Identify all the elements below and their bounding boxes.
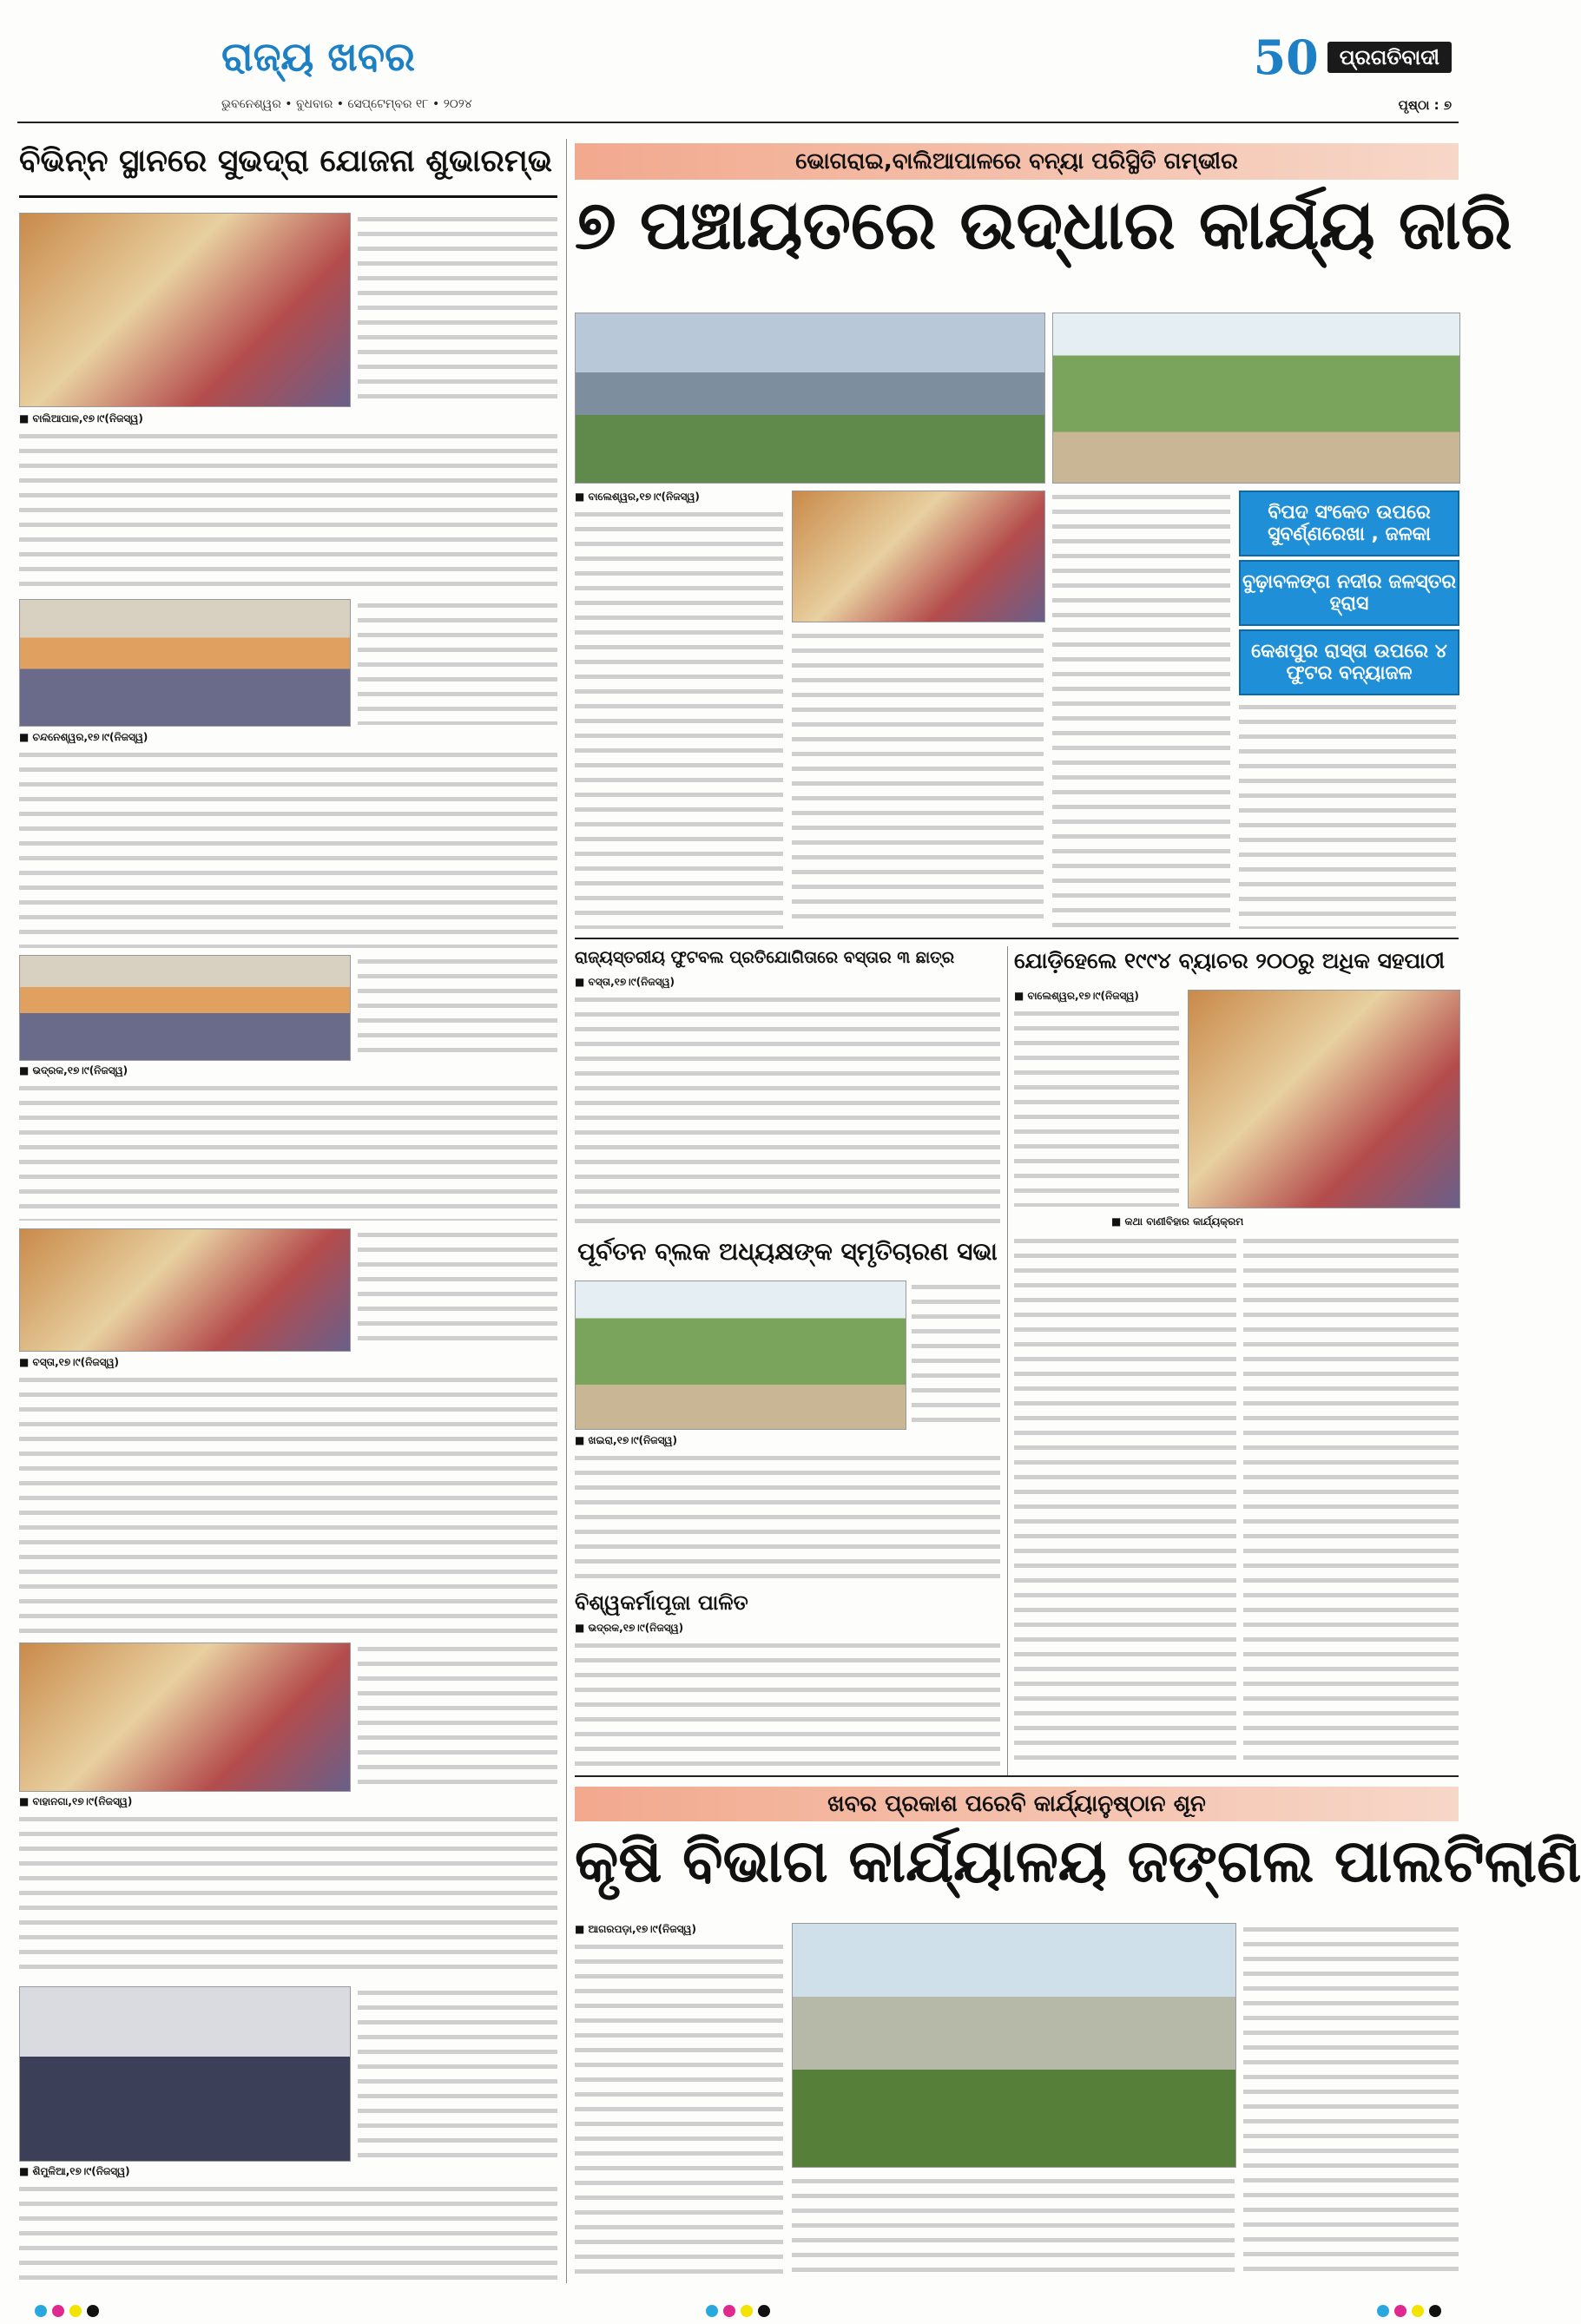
- flood-body-2: [792, 629, 1044, 929]
- alumni-headline: ଯୋଡ଼ିହେଲେ ୧୯୯୪ ବ୍ୟାଚର ୨୦୦ରୁ ଅଧିକ ସହପାଠୀ: [1014, 948, 1445, 973]
- subhadra-body-1: [19, 430, 557, 590]
- subhadra-byline-2: ■ ଚନ୍ଦନେଶ୍ୱର,୧୭।୯(ନିଜସ୍ୱ): [19, 731, 148, 743]
- agri-kicker: ଖବର ପ୍ରକାଶ ପରେବି କାର୍ଯ୍ୟାନୁଷ୍ଠାନ ଶୂନ: [575, 1787, 1459, 1821]
- alumni-body-2: [1014, 1234, 1236, 1768]
- subhadra-byline-6: ■ ଶିମୁଳିଆ,୧୭।୯(ନିଜସ୍ୱ): [19, 2165, 130, 2177]
- agri-body-3: [1243, 1923, 1459, 2279]
- subhadra-text-1: [358, 213, 557, 405]
- subhadra-photo-1: [19, 213, 351, 407]
- subhadra-text-5: [358, 1643, 557, 1790]
- flood-photo-river: [575, 313, 1045, 484]
- registration-dots-left: [35, 2305, 99, 2317]
- subhadra-body-5: [19, 1813, 557, 1978]
- subhadra-text-6: [358, 1986, 557, 2160]
- subhadra-rule: [19, 195, 557, 198]
- section-title: ରାଜ୍ୟ ଖବର: [221, 33, 415, 80]
- subhadra-text-4: [358, 1228, 557, 1350]
- alumni-subkicker: ■ କଥା ବାଣୀବିହାର କାର୍ଯ୍ୟକ୍ରମ: [1111, 1215, 1244, 1228]
- vishwakarma-byline: ■ ଭଦ୍ରକ,୧୭।୯(ନିଜସ୍ୱ): [575, 1622, 684, 1634]
- subhadra-photo-6: [19, 1986, 351, 2162]
- subhadra-photo-2: [19, 599, 351, 727]
- football-headline: ରାଜ୍ୟସ୍ତରୀୟ ଫୁଟବଲ ପ୍ରତିଯୋଗିତାରେ ବସ୍ତାର ୩ ଛାତ୍ର: [575, 948, 955, 967]
- agri-top-rule: [575, 1775, 1459, 1777]
- memorial-byline: ■ ଖଇରା,୧୭।୯(ନିଜସ୍ୱ): [575, 1434, 677, 1446]
- print-registration-bar: [0, 2298, 1476, 2324]
- vishwakarma-headline: ବିଶ୍ୱକର୍ମାପୂଜା ପାଳିତ: [575, 1590, 748, 1615]
- agri-body-2: [792, 2175, 1235, 2279]
- vishwakarma-body: [575, 1639, 1000, 1769]
- column-divider: [566, 139, 567, 2283]
- alumni-divider: [1007, 946, 1008, 1775]
- subhadra-byline-3: ■ ଭଦ୍ରକ,୧୭।୯(ନିଜସ୍ୱ): [19, 1064, 128, 1076]
- flood-body-4: [1239, 701, 1456, 929]
- flood-kicker: ଭୋଗରାଇ,ବାଲିଆପାଳରେ ବନ୍ୟା ପରିସ୍ଥିତି ଗମ୍ଭୀର: [575, 143, 1459, 180]
- subhadra-body-6: [19, 2182, 557, 2282]
- flood-photo-relief: [1052, 313, 1460, 484]
- flood-photo-rescue: [792, 490, 1045, 622]
- flood-sidebox-3: କେଶପୁର ରାସ୍ତା ଉପରେ ୪ ଫୁଟର ବନ୍ୟାଜଳ: [1239, 629, 1459, 695]
- subhadra-byline-1: ■ ବାଲିଆପାଳ,୧୭।୯(ନିଜସ୍ୱ): [19, 412, 143, 425]
- dateline: ଭୁବନେଶ୍ୱର • ବୁଧବାର • ସେପ୍ଟେମ୍ବର ୧୮ • ୨୦୨୪: [221, 97, 472, 111]
- agri-headline: କୃଷି ବିଭାଗ କାର୍ଯ୍ୟାଳୟ ଜଙ୍ଗଲ ପାଲଟିଲାଣି: [575, 1827, 1581, 1896]
- agri-photo-building: [792, 1923, 1236, 2168]
- page-number: ପୃଷ୍ଠା : ୭: [1398, 97, 1452, 113]
- subhadra-byline-5: ■ ବାହାନଗା,୧୭।୯(ନିଜସ୍ୱ): [19, 1795, 133, 1807]
- subhadra-byline-4: ■ ବସ୍ତା,୧୭।୯(ନିଜସ୍ୱ): [19, 1356, 119, 1368]
- registration-dots-center: [706, 2305, 770, 2317]
- flood-body-3: [1052, 490, 1230, 929]
- subhadra-body-4: [19, 1373, 557, 1634]
- memorial-headline: ପୂର୍ବତନ ବ୍ଲକ ଅଧ୍ୟକ୍ଷଙ୍କ ସ୍ମୃତିଚାରଣ ସଭା: [577, 1237, 998, 1266]
- agri-body-1: [575, 1940, 783, 2279]
- brand-number: 50: [1253, 30, 1319, 85]
- flood-body-1: [575, 508, 783, 929]
- alumni-byline: ■ ବାଲେଶ୍ୱର,୧୭।୯(ନିଜସ୍ୱ): [1014, 990, 1139, 1002]
- flood-bottom-rule: [575, 938, 1459, 939]
- memorial-body: [575, 1452, 1000, 1583]
- agri-byline: ■ ଆଗରପଡ଼ା,୧୭।୯(ନିଜସ୍ୱ): [575, 1923, 696, 1935]
- subhadra-photo-5: [19, 1643, 351, 1792]
- registration-dots-right: [1377, 2305, 1441, 2317]
- subhadra-text-3: [358, 955, 557, 1059]
- brand-name: ପ୍ରଗତିବାଦୀ: [1327, 42, 1452, 73]
- football-byline: ■ ବସ୍ତା,୧୭।୯(ନିଜସ୍ୱ): [575, 976, 675, 988]
- subhadra-headline: ବିଭିନ୍ନ ସ୍ଥାନରେ ସୁଭଦ୍ରା ଯୋଜନା ଶୁଭାରମ୍ଭ: [19, 143, 553, 179]
- flood-sidebox-2: ବୁଢ଼ାବଳଙ୍ଗ ନଦୀର ଜଳସ୍ତର ହ୍ରାସ: [1239, 560, 1459, 626]
- brand-logo: [1254, 26, 1452, 89]
- flood-byline: ■ ବାଲେଶ୍ୱର,୧୭।୯(ନିଜସ୍ୱ): [575, 490, 700, 503]
- subhadra-body-2: [19, 748, 557, 948]
- memorial-text-side: [912, 1281, 1000, 1428]
- memorial-photo: [575, 1281, 906, 1430]
- alumni-photo: [1188, 990, 1460, 1208]
- subhadra-photo-3: [19, 955, 351, 1061]
- football-body: [575, 993, 1000, 1228]
- flood-sidebox-1: ବିପଦ ସଂକେତ ଉପରେ ସୁବର୍ଣ୍ଣରେଖା , ଜଳକା: [1239, 490, 1459, 556]
- alumni-body-1: [1014, 1007, 1179, 1207]
- alumni-body-3: [1243, 1234, 1459, 1768]
- masthead-rule: [17, 122, 1459, 123]
- flood-headline: ୭ ପଞ୍ଚାୟତରେ ଉଦ୍ଧାର କାର୍ଯ୍ୟ ଜାରି: [575, 187, 1512, 265]
- subhadra-body-3: [19, 1082, 557, 1221]
- subhadra-photo-4: [19, 1228, 351, 1352]
- subhadra-text-2: [358, 599, 557, 725]
